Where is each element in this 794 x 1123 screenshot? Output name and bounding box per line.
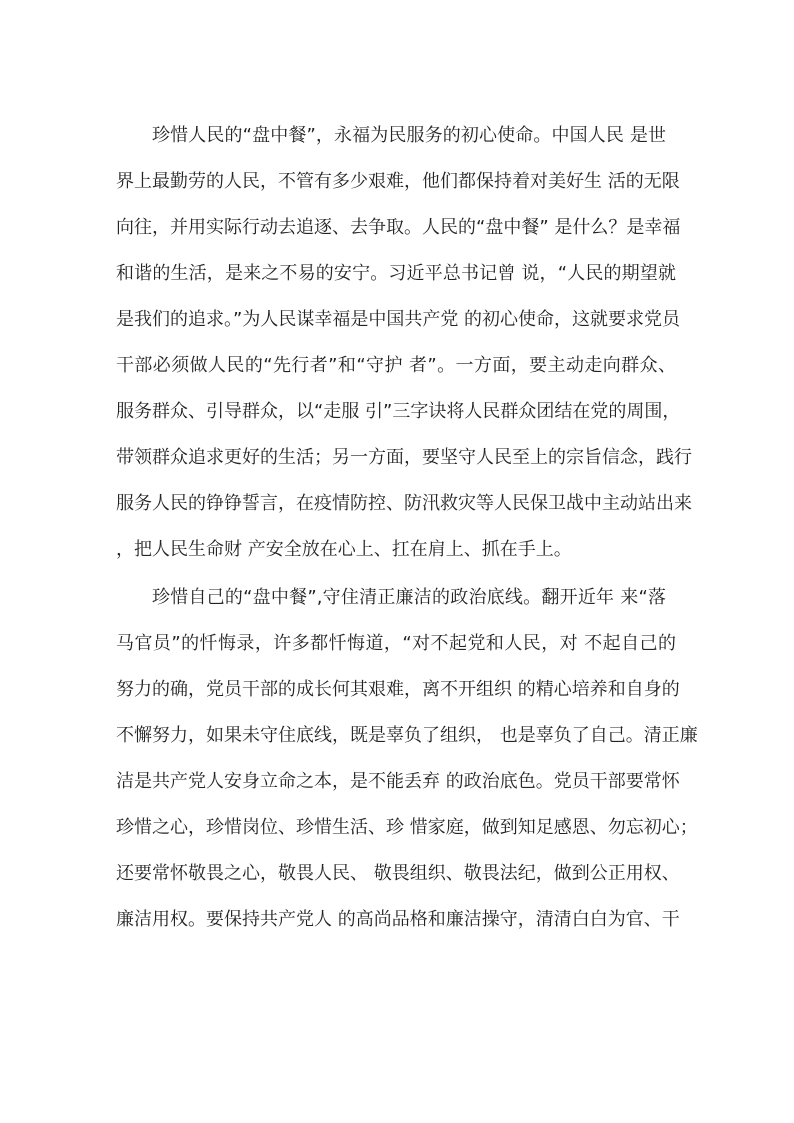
- paragraph-line: 洁是共产党人安身立命之本，是不能丢弃 的政治底色。党员干部要常怀: [116, 771, 680, 792]
- paragraph-line: 界上最勤劳的人民，不管有多少艰难，他们都保持着对美好生 活的无限: [116, 171, 680, 192]
- paragraph-line: 带领群众追求更好的生活；另一方面，要坚守人民至上的宗旨信念，践行: [116, 447, 692, 468]
- paragraph-line: 干部必须做人民的“先行者”和“守护 者”。一方面，要主动走向群众、: [116, 355, 676, 376]
- paragraph-line: 是我们的追求。”为人民谋幸福是中国共产党 的初心使命，这就要求党员: [116, 309, 681, 330]
- paragraph-line: 廉洁用权。要保持共产党人 的高尚品格和廉洁操守，清清白白为官、干: [116, 909, 680, 930]
- paragraph-line: 服务群众、引导群众，以“走服 引”三字诀将人民群众团结在党的周围，: [116, 401, 681, 422]
- paragraph-line: 向往，并用实际行动去追逐、去争取。人民的“盘中餐” 是什么？是幸福: [116, 217, 681, 238]
- paragraph-line: 服务人民的铮铮誓言，在疫情防控、防汛救灾等人民保卫战中主动站出来: [116, 493, 692, 514]
- paragraph-line: 珍惜人民的“盘中餐”，永福为民服务的初心使命。中国人民 是世: [152, 125, 666, 146]
- paragraph-line: 不懈努力，如果未守住底线，既是辜负了组织， 也是辜负了自己。清正廉: [116, 725, 698, 746]
- paragraph-line: 珍惜自己的“盘中餐”,守住清正廉洁的政治底线。翻开近年 来“落: [152, 587, 666, 608]
- paragraph-line: 珍惜之心，珍惜岗位、珍惜生活、珍 惜家庭，做到知足感恩、勿忘初心；: [116, 817, 698, 838]
- paragraph-line: ，把人民生命财 产安全放在心上、扛在肩上、抓在手上。: [116, 539, 572, 560]
- paragraph-line: 还要常怀敬畏之心，敬畏人民、 敬畏组织、敬畏法纪，做到公正用权、: [116, 863, 680, 884]
- paragraph-line: 马官员”的忏悔录，许多都忏悔道，“对不起党和人民，对 不起自己的: [116, 633, 676, 654]
- paragraph-line: 和谐的生活，是来之不易的安宁。习近平总书记曾 说，“人民的期望就: [116, 263, 676, 284]
- paragraph-line: 努力的确，党员干部的成长何其艰难，离不开组织 的精心培养和自身的: [116, 679, 680, 700]
